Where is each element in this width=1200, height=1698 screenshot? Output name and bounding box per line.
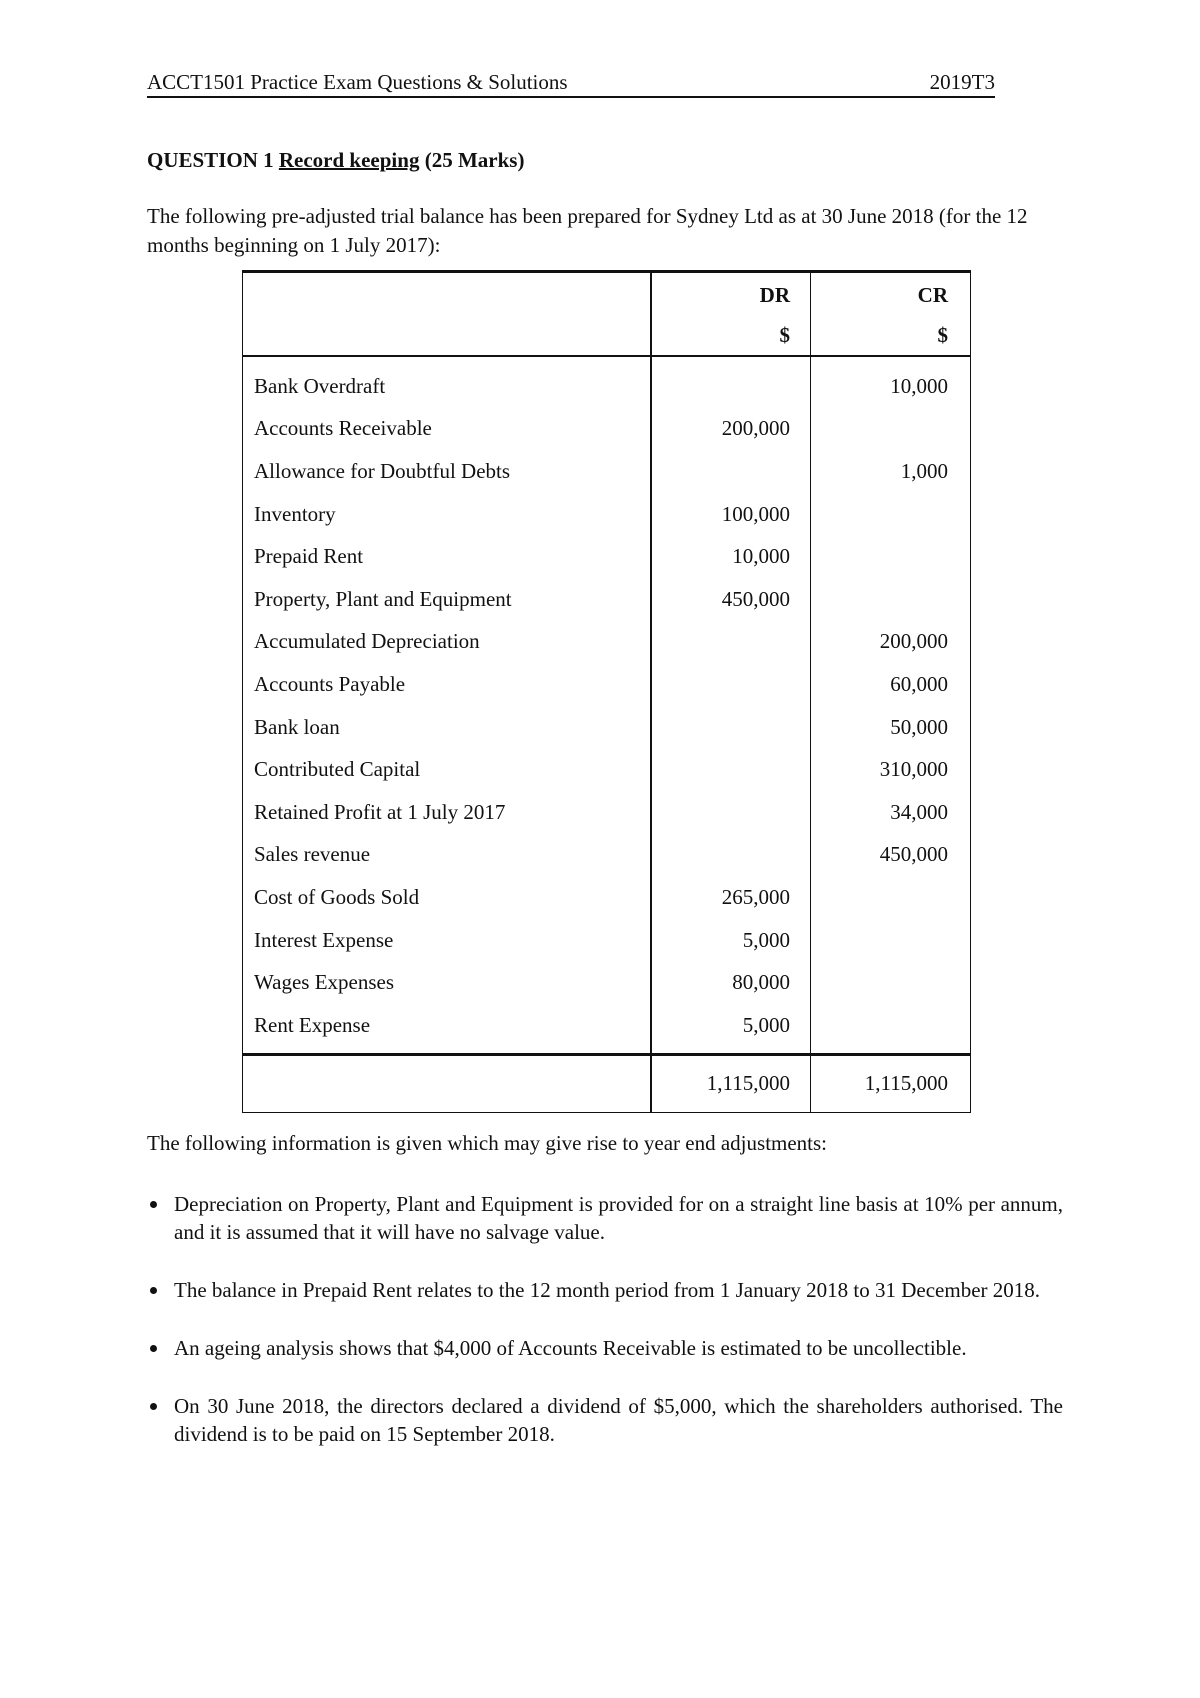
- question-topic: Record keeping: [278, 148, 420, 172]
- cr-cell: 200,000: [811, 621, 971, 664]
- table-row: [243, 663, 971, 706]
- account-cell: Allowance for Doubtful Debts: [243, 450, 652, 493]
- account-cell: Prepaid Rent: [243, 535, 652, 578]
- dr-cell: [651, 621, 811, 664]
- account-cell: Retained Profit at 1 July 2017: [243, 791, 652, 834]
- term-label: 2019T3: [929, 70, 995, 94]
- dr-cell: [651, 706, 811, 749]
- account-cell: Cost of Goods Sold: [243, 876, 652, 919]
- account-cell: Property, Plant and Equipment: [243, 578, 652, 621]
- cr-cell: [811, 919, 971, 962]
- header-cr-cell: [811, 272, 971, 357]
- dr-unit: $: [779, 323, 790, 347]
- totals-row: [243, 1054, 971, 1112]
- dr-cell: 10,000: [651, 535, 811, 578]
- adjustment-list: [147, 1190, 1063, 1478]
- bullet-icon: [150, 1345, 157, 1352]
- list-item: [147, 1190, 1063, 1246]
- table-row: [243, 450, 971, 493]
- bullet-text: On 30 June 2018, the directors declared a dividend of $5,000, which the shareholders authorised. The dividend is to be paid on 15 September 2018.: [174, 1394, 1063, 1446]
- dr-cell: 5,000: [651, 1004, 811, 1054]
- cr-cell: [811, 408, 971, 451]
- cr-cell: 50,000: [811, 706, 971, 749]
- dr-cell: [651, 663, 811, 706]
- account-cell: Sales revenue: [243, 834, 652, 877]
- total-cr-cell: 1,115,000: [811, 1054, 971, 1112]
- dr-cell: 5,000: [651, 919, 811, 962]
- dr-cell: 450,000: [651, 578, 811, 621]
- info-heading: The following information is given which may give rise to year end adjustments:: [147, 1131, 828, 1155]
- cr-cell: [811, 961, 971, 1004]
- total-dr-cell: 1,115,000: [651, 1054, 811, 1112]
- dr-cell: [651, 791, 811, 834]
- header-account-cell: [243, 272, 652, 357]
- table-row: [243, 919, 971, 962]
- trial-balance-table: [242, 270, 971, 1113]
- header-dr-cell: [651, 272, 811, 357]
- account-cell: Rent Expense: [243, 1004, 652, 1054]
- list-item: [147, 1392, 1063, 1448]
- account-cell: Bank Overdraft: [243, 356, 652, 408]
- table-row: [243, 1004, 971, 1054]
- table-row: [243, 578, 971, 621]
- table-row: [243, 791, 971, 834]
- bullet-text: The balance in Prepaid Rent relates to the 12 month period from 1 January 2018 to 31 December 2018.: [174, 1278, 1041, 1302]
- table-row: [243, 356, 971, 408]
- cr-cell: 34,000: [811, 791, 971, 834]
- list-item: [147, 1276, 1063, 1304]
- bullet-text: An ageing analysis shows that $4,000 of Accounts Receivable is estimated to be uncollectible.: [174, 1336, 967, 1360]
- table-row: [243, 876, 971, 919]
- account-cell: Bank loan: [243, 706, 652, 749]
- cr-cell: 310,000: [811, 748, 971, 791]
- dr-cell: 200,000: [651, 408, 811, 451]
- account-cell: Accumulated Depreciation: [243, 621, 652, 664]
- dr-label: DR: [759, 283, 790, 307]
- cr-cell: [811, 876, 971, 919]
- table-row: [243, 748, 971, 791]
- table-row: [243, 621, 971, 664]
- account-cell: Accounts Receivable: [243, 408, 652, 451]
- cr-cell: 450,000: [811, 834, 971, 877]
- dr-cell: 80,000: [651, 961, 811, 1004]
- table-row: [243, 408, 971, 451]
- totals-label-cell: [243, 1054, 652, 1112]
- account-cell: Interest Expense: [243, 919, 652, 962]
- table-row: [243, 961, 971, 1004]
- question-title: [147, 148, 524, 173]
- dr-cell: [651, 450, 811, 493]
- cr-cell: 10,000: [811, 356, 971, 408]
- dr-cell: 100,000: [651, 493, 811, 536]
- account-cell: Inventory: [243, 493, 652, 536]
- cr-cell: 60,000: [811, 663, 971, 706]
- bullet-icon: [150, 1201, 157, 1208]
- table-header-row: [243, 272, 971, 357]
- cr-unit: $: [937, 323, 948, 347]
- question-number: QUESTION 1: [147, 148, 274, 172]
- question-marks: (25 Marks): [424, 148, 525, 172]
- account-cell: Contributed Capital: [243, 748, 652, 791]
- page-header: [147, 70, 995, 98]
- list-item: [147, 1334, 1063, 1362]
- table-row: [243, 706, 971, 749]
- cr-cell: [811, 578, 971, 621]
- dr-cell: [651, 834, 811, 877]
- cr-cell: [811, 1004, 971, 1054]
- table-row: [243, 493, 971, 536]
- cr-label: CR: [917, 283, 948, 307]
- table-row: [243, 535, 971, 578]
- intro-paragraph: The following pre-adjusted trial balance has been prepared for Sydney Ltd as at 30 June 2018 (for the 12 months beginning on 1 July 2017):: [147, 204, 1028, 257]
- bullet-text: Depreciation on Property, Plant and Equipment is provided for on a straight line basis at 10% per annum, and it is assumed that it will have no salvage value.: [174, 1192, 1063, 1244]
- course-title: ACCT1501 Practice Exam Questions & Solutions: [147, 70, 568, 94]
- account-cell: Accounts Payable: [243, 663, 652, 706]
- bullet-icon: [150, 1287, 157, 1294]
- cr-cell: [811, 535, 971, 578]
- account-cell: Wages Expenses: [243, 961, 652, 1004]
- cr-cell: 1,000: [811, 450, 971, 493]
- cr-cell: [811, 493, 971, 536]
- dr-cell: 265,000: [651, 876, 811, 919]
- dr-cell: [651, 356, 811, 408]
- table-row: [243, 834, 971, 877]
- bullet-icon: [150, 1403, 157, 1410]
- dr-cell: [651, 748, 811, 791]
